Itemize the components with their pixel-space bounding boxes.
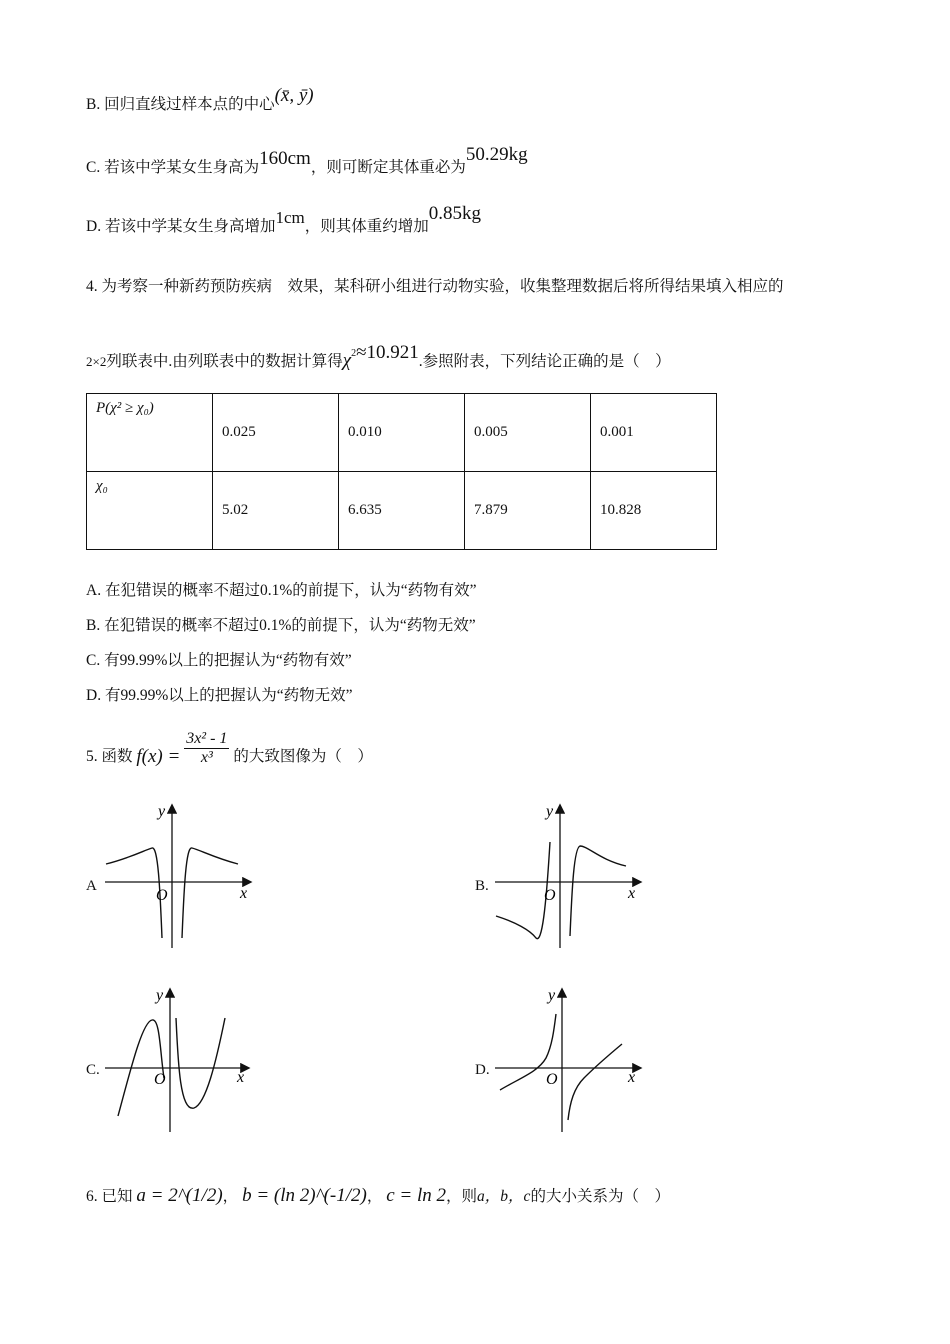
a-definition: a = 2^(1/2) bbox=[136, 1185, 223, 1206]
graph-a bbox=[100, 798, 260, 953]
q4-option-c: C. 有99.99%以上的把握认为“药物有效” bbox=[86, 652, 352, 669]
origin-label: O bbox=[156, 887, 168, 904]
table-cell: 10.828 bbox=[591, 472, 717, 550]
table-cell: 0.025 bbox=[213, 394, 339, 472]
q4-option-a: A. 在犯错误的概率不超过0.1%的前提下，认为“药物有效” bbox=[86, 582, 477, 599]
curve-right bbox=[182, 848, 238, 938]
table-header-critical: χ₀ bbox=[87, 472, 213, 550]
q4-stem-line1: 4. 为考察一种新药预防疾病 效果，某科研小组进行动物实验，收集整理数据后将所得结果填入相应的 bbox=[86, 278, 784, 295]
y-label: y bbox=[158, 803, 166, 820]
graph-b bbox=[490, 798, 650, 953]
table-row bbox=[87, 394, 717, 472]
graph-label-b: B. bbox=[475, 878, 489, 894]
graph-d bbox=[490, 982, 650, 1137]
graph-label-c: C. bbox=[86, 1062, 100, 1078]
table-cell: 7.879 bbox=[465, 472, 591, 550]
x-label: x bbox=[628, 885, 636, 902]
y-label: y bbox=[548, 987, 556, 1004]
x-label: x bbox=[237, 1069, 245, 1086]
graph-label-d: D. bbox=[475, 1062, 490, 1078]
curve-right bbox=[570, 846, 626, 936]
q3-option-c: C. 若该中学某女生身高为160cm，则可断定其体重必为50.29kg bbox=[86, 144, 528, 176]
curve-left bbox=[106, 848, 162, 938]
q3-option-d: D. 若该中学某女生身高增加1cm，则其体重约增加0.85kg bbox=[86, 203, 481, 235]
center-point-math: (x̄, ȳ) bbox=[274, 85, 314, 106]
table-row bbox=[87, 472, 717, 550]
curve-right bbox=[176, 1018, 225, 1108]
chi-square-table bbox=[86, 393, 717, 550]
q6-stem: 6. 已知 a = 2^(1/2)， b = (ln 2)^(-1/2)， c = ln 2，则a，b，c的大小关系为（ ） bbox=[86, 1185, 670, 1206]
table-cell: 0.005 bbox=[465, 394, 591, 472]
y-label: y bbox=[546, 803, 554, 820]
x-label: x bbox=[240, 885, 248, 902]
q3-option-b: B. 回归直线过样本点的中心(x̄, ȳ) bbox=[86, 85, 314, 113]
origin-label: O bbox=[544, 887, 556, 904]
y-label: y bbox=[156, 987, 164, 1004]
graph-label-a: A bbox=[86, 878, 97, 894]
table-cell: 0.010 bbox=[339, 394, 465, 472]
q4-stem-line2: 2×2列联表中.由列联表中的数据计算得$\chi^2\approx 10.921$.参照附表，下列结论正确的是（ ） bbox=[86, 342, 671, 371]
table-cell: 0.001 bbox=[591, 394, 717, 472]
x-label: x bbox=[628, 1069, 636, 1086]
table-cell: 5.02 bbox=[213, 472, 339, 550]
q4-option-b: B. 在犯错误的概率不超过0.1%的前提下，认为“药物无效” bbox=[86, 617, 476, 634]
origin-label: O bbox=[546, 1071, 558, 1088]
origin-label: O bbox=[154, 1071, 166, 1088]
fraction: $\frac{\text{3x² - 1}}{\text{x³}}$ bbox=[186, 729, 228, 766]
c-definition: c = ln 2 bbox=[386, 1185, 447, 1206]
graph-c bbox=[100, 982, 260, 1137]
curve-left bbox=[496, 842, 550, 939]
curve-right bbox=[568, 1044, 622, 1120]
table-cell: 6.635 bbox=[339, 472, 465, 550]
q4-option-d: D. 有99.99%以上的把握认为“药物无效” bbox=[86, 687, 353, 704]
b-definition: b = (ln 2)^(-1/2) bbox=[242, 1185, 367, 1206]
q5-stem: 5. 函数 f(x) = $\frac{\text{3x² - 1}}{\text{x³}}$ 的大致图像为（ ） bbox=[86, 729, 373, 768]
table-header-probability: P(χ² ≥ χ₀) bbox=[87, 394, 213, 472]
